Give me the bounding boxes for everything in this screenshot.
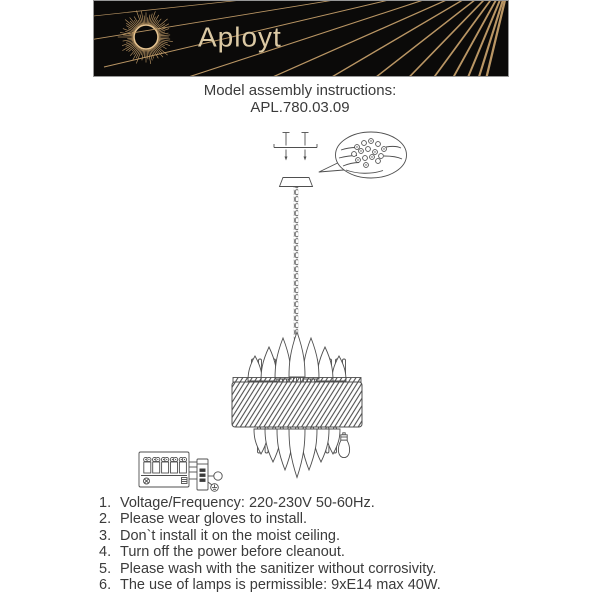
item-number: 6. (99, 577, 112, 594)
list-item (99, 495, 539, 511)
lamp-symbol-icon (214, 472, 222, 480)
brand-banner (93, 0, 509, 77)
ceiling-bracket-icon (274, 133, 317, 161)
ground-symbol-icon (211, 484, 219, 492)
item-number: 2. (99, 511, 112, 528)
list-item (99, 528, 539, 544)
item-number: 3. (99, 527, 112, 544)
bulb-icon (338, 433, 349, 458)
model-number: APL.780.03.09 (250, 99, 350, 116)
wiring-diagram-icon (139, 452, 222, 491)
item-text: Don`t install it on the moist ceiling. (120, 527, 341, 544)
item-text: Voltage/Frequency: 220-230V 50-60Hz. (120, 495, 375, 511)
brand-name: Aployt (198, 21, 282, 53)
page-title: Model assembly instructions: (203, 82, 397, 99)
item-text: Please wash with the sanitizer without corrosivity. (120, 560, 437, 577)
canopy-icon (280, 178, 313, 187)
item-text: The use of lamps is permissible: 9xE14 max 40W. (120, 577, 441, 594)
item-number: 5. (99, 560, 112, 577)
item-number: 4. (99, 544, 112, 561)
mount-screw-icon (144, 478, 150, 484)
sunburst-logo-icon (118, 11, 173, 64)
shade-rim (233, 378, 361, 383)
crystal-petals-top (248, 332, 346, 381)
item-text: Please wear gloves to install. (120, 511, 307, 528)
item-text: Turn off the power before cleanout. (120, 544, 345, 561)
list-item (99, 561, 539, 577)
list-item (99, 577, 539, 593)
connector-block-icon (197, 459, 208, 490)
assembly-diagram (0, 120, 600, 498)
drum-shade-icon (232, 382, 362, 427)
instruction-list (99, 495, 539, 593)
title-block (0, 82, 600, 116)
screw-icon (283, 133, 290, 161)
clamp-icon (182, 478, 188, 484)
item-number: 1. (99, 495, 112, 511)
banner-artwork (94, 1, 508, 76)
wiring-callout-icon (319, 132, 407, 178)
screw-icon (302, 133, 309, 161)
list-item (99, 511, 539, 527)
chain-icon (294, 187, 298, 343)
terminal-screws (144, 457, 187, 473)
list-item (99, 544, 539, 560)
